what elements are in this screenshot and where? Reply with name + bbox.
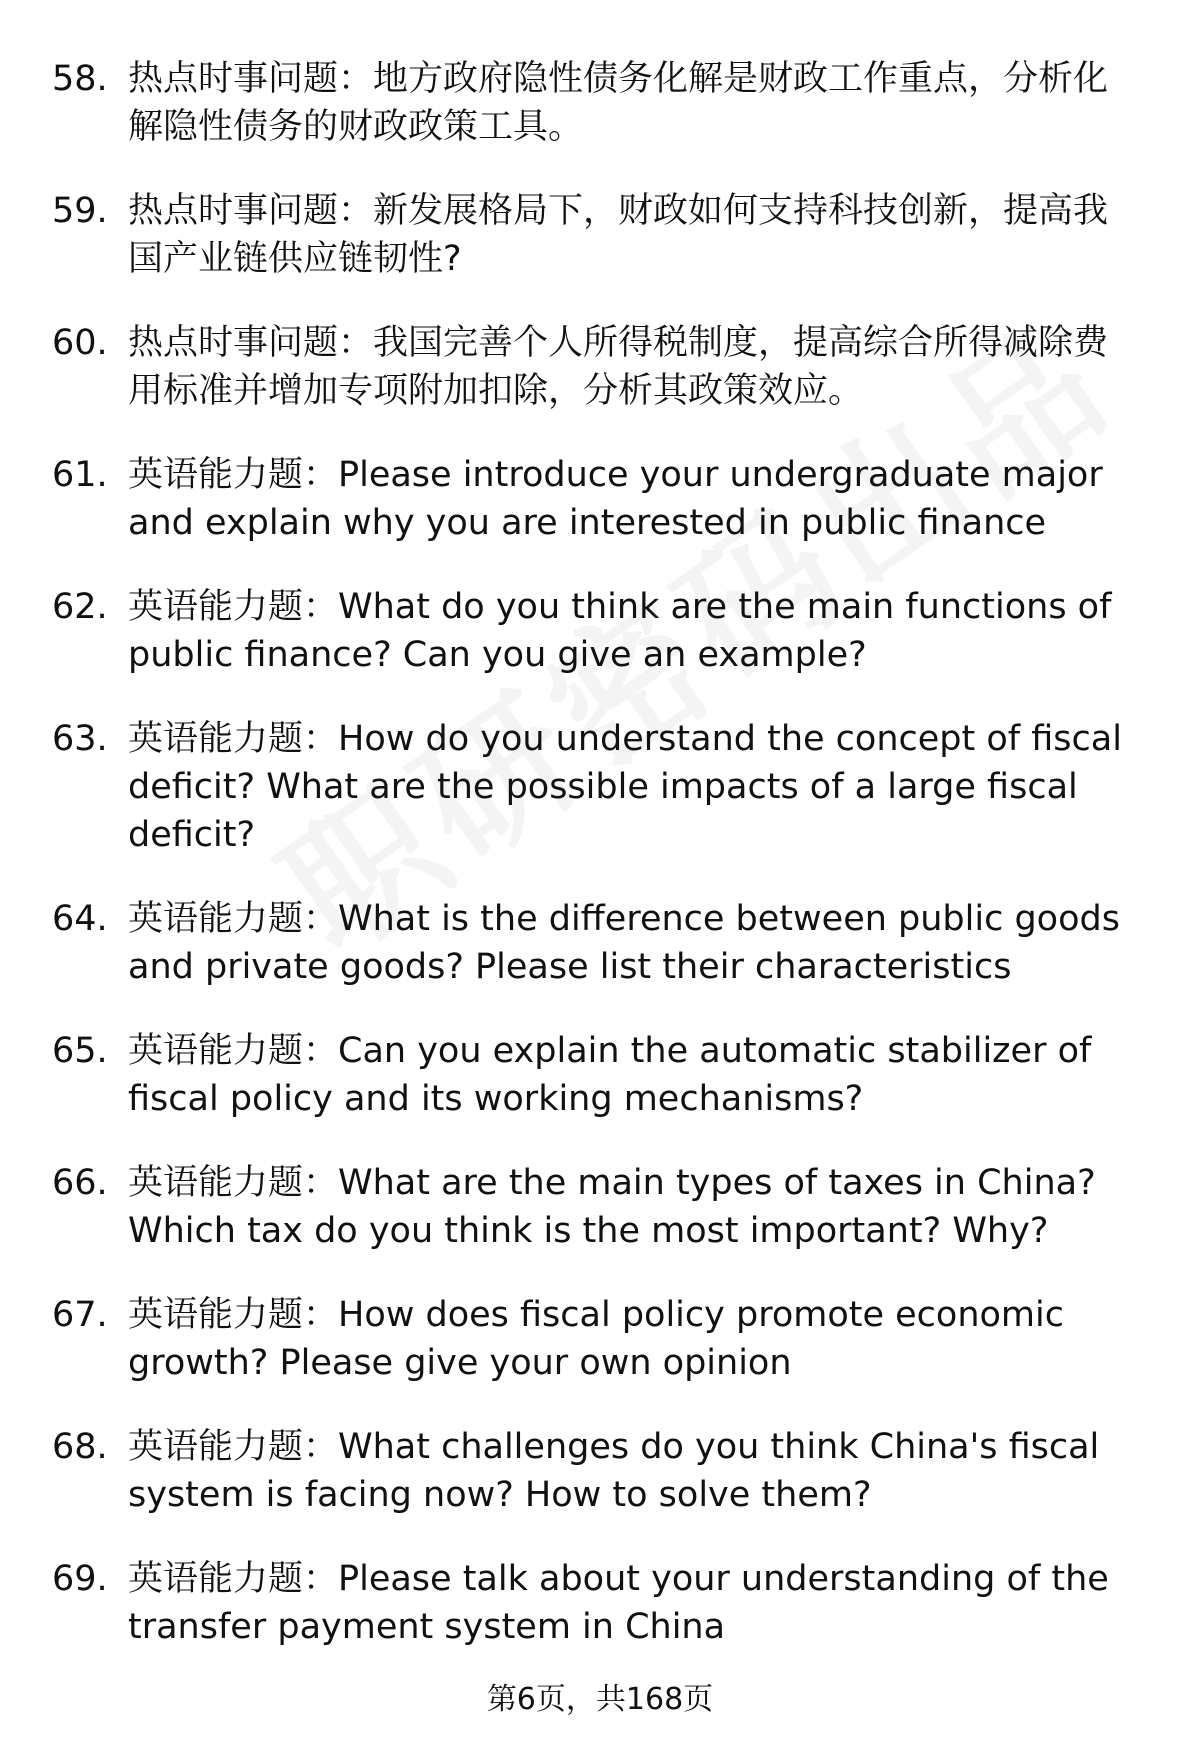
question-text: 英语能力题：Can you explain the automatic stabilizer of fiscal policy and its working mechanisms?	[128, 1031, 1092, 1119]
question-number: 61.	[52, 455, 108, 495]
question-text: 英语能力题：What challenges do you think China's fiscal system is facing now? How to solve them?	[128, 1427, 1100, 1515]
question-item	[0, 1027, 1200, 1159]
question-number: 69.	[52, 1559, 108, 1599]
question-text: 英语能力题：How does fiscal policy promote economic growth? Please give your own opinion	[128, 1295, 1064, 1383]
question-text: 热点时事问题：新发展格局下，财政如何支持科技创新，提高我国产业链供应链韧性?	[128, 191, 1109, 279]
question-item	[0, 1159, 1200, 1291]
question-number: 62.	[52, 587, 108, 627]
question-item	[0, 55, 1200, 187]
question-item	[0, 319, 1200, 451]
question-number: 64.	[52, 899, 108, 939]
question-text: 热点时事问题：地方政府隐性债务化解是财政工作重点，分析化解隐性债务的财政政策工具。	[128, 59, 1109, 147]
question-text: 英语能力题：How do you understand the concept of fiscal deficit? What are the possible impacts of a large fiscal deficit?	[128, 719, 1122, 855]
question-number: 58.	[52, 59, 108, 99]
question-list	[0, 55, 1200, 1687]
page-footer: 第6页，共168页	[486, 1682, 714, 1717]
question-text: 英语能力题：Please talk about your understanding of the transfer payment system in China	[128, 1559, 1109, 1647]
question-text: 英语能力题：What is the difference between public goods and private goods? Please list their characteristics	[128, 899, 1120, 987]
question-item	[0, 1423, 1200, 1555]
question-item	[0, 187, 1200, 319]
question-item	[0, 583, 1200, 715]
question-item	[0, 715, 1200, 895]
question-number: 60.	[52, 323, 108, 363]
question-text: 英语能力题：Please introduce your undergraduate major and explain why you are interested in public finance	[128, 455, 1103, 543]
question-number: 65.	[52, 1031, 108, 1071]
question-number: 59.	[52, 191, 108, 231]
question-number: 63.	[52, 719, 108, 759]
question-text: 英语能力题：What are the main types of taxes in China? Which tax do you think is the most important? Why?	[128, 1163, 1096, 1251]
question-item	[0, 1291, 1200, 1423]
question-number: 68.	[52, 1427, 108, 1467]
question-text: 英语能力题：What do you think are the main functions of public finance? Can you give an example?	[128, 587, 1112, 675]
question-item	[0, 1555, 1200, 1687]
question-item	[0, 895, 1200, 1027]
question-text: 热点时事问题：我国完善个人所得税制度，提高综合所得减除费用标准并增加专项附加扣除，分析其政策效应。	[128, 323, 1109, 411]
question-item	[0, 451, 1200, 583]
question-number: 67.	[52, 1295, 108, 1335]
question-number: 66.	[52, 1163, 108, 1203]
